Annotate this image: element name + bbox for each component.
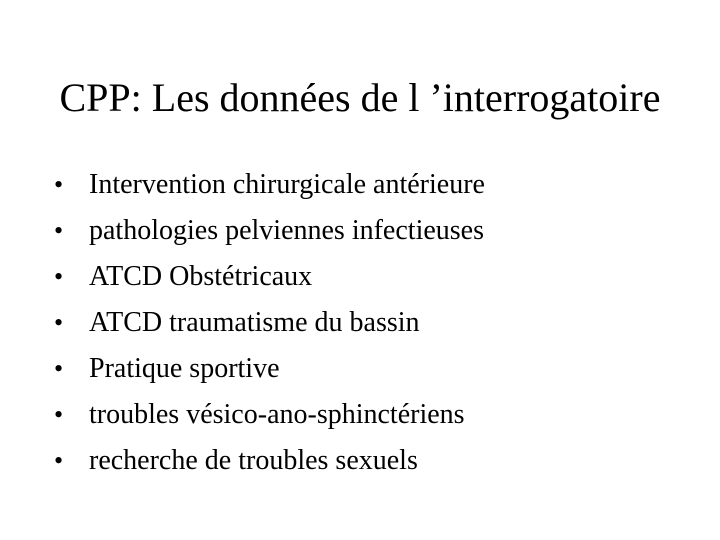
bullet-text: troubles vésico-ano-sphinctériens (89, 399, 465, 430)
bullet-text: Intervention chirurgicale antérieure (89, 169, 485, 200)
slide-title: CPP: Les données de l ’interrogatoire (59, 75, 661, 120)
bullet-text: pathologies pelviennes infectieuses (89, 215, 484, 246)
bullet-item (54, 162, 694, 208)
bullet-text: Pratique sportive (89, 353, 280, 384)
bullet-dot-icon: • (54, 354, 64, 383)
bullet-dot-icon: • (54, 400, 64, 429)
bullet-item (54, 208, 694, 254)
bullet-dot-icon: • (54, 308, 64, 337)
bullet-text: recherche de troubles sexuels (89, 445, 418, 476)
bullet-dot-icon: • (54, 446, 64, 475)
bullet-dot-icon: • (54, 216, 64, 245)
bullet-item (54, 254, 694, 300)
bullet-item (54, 392, 694, 438)
bullet-item (54, 346, 694, 392)
bullet-dot-icon: • (54, 170, 64, 199)
bullet-text: ATCD Obstétricaux (89, 261, 313, 292)
bullet-list (54, 162, 694, 484)
bullet-item (54, 438, 694, 484)
bullet-text: ATCD traumatisme du bassin (89, 307, 420, 338)
bullet-item (54, 300, 694, 346)
bullet-dot-icon: • (54, 262, 64, 291)
